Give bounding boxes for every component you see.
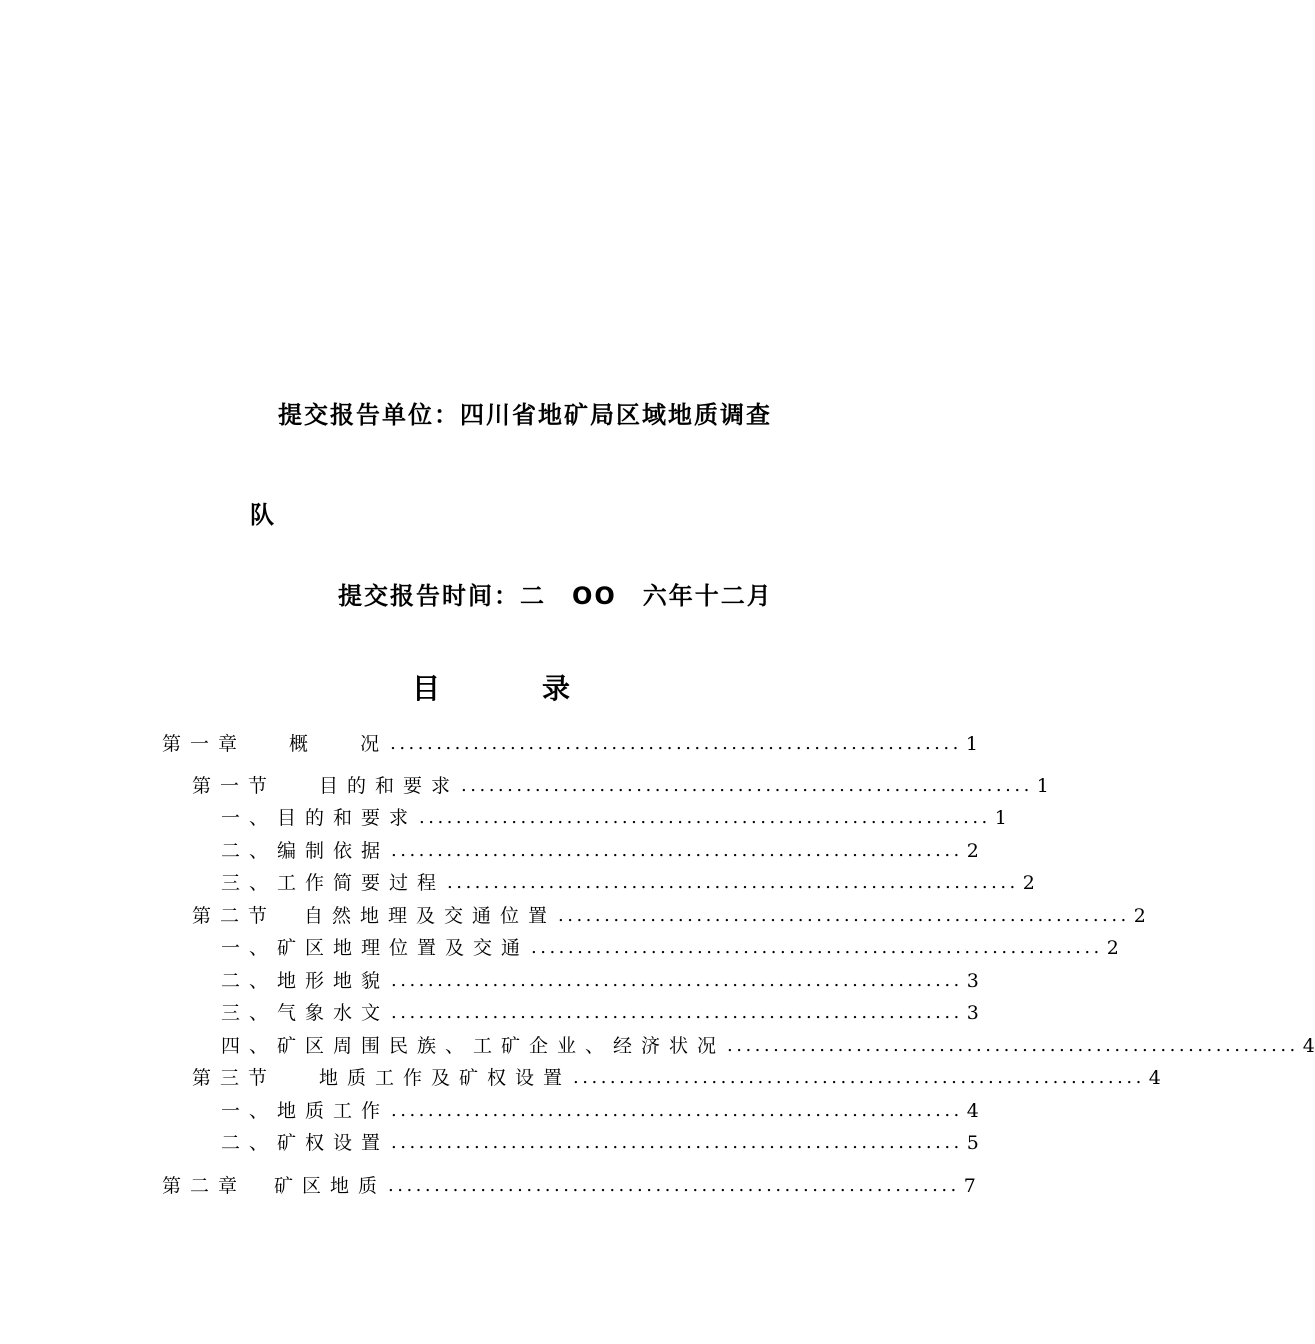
toc-entry-page: 4	[966, 1100, 979, 1122]
toc-entry-leader: ..............................................................	[573, 1067, 1145, 1088]
report-unit-continuation: 队	[250, 501, 276, 529]
toc-entry-label: 第一节 目的和要求	[192, 775, 460, 797]
toc-entry-label: 一、矿区地理位置及交通	[221, 937, 530, 959]
toc-entry[interactable]	[221, 969, 979, 993]
toc-entry-page: 4	[1302, 1035, 1315, 1057]
toc-entry-label: 四、矿区周围民族、工矿企业、经济状况	[221, 1035, 726, 1057]
toc-entry-label: 第三节 地质工作及矿权设置	[192, 1067, 572, 1089]
toc-entry-leader: ..............................................................	[388, 1175, 960, 1196]
toc-entry[interactable]	[192, 1066, 1161, 1090]
toc-entry-page: 1	[965, 733, 978, 755]
toc-entry-page: 1	[994, 807, 1007, 829]
toc-entry[interactable]	[192, 774, 1049, 798]
toc-entry-page: 2	[1133, 905, 1146, 927]
toc-entry-leader: ..............................................................	[391, 840, 963, 861]
toc-entry-leader: ..............................................................	[391, 970, 963, 991]
toc-entry-leader: ..............................................................	[419, 807, 991, 828]
toc-entry-page: 3	[966, 1002, 979, 1024]
toc-entry-label: 第一章 概 况	[162, 733, 389, 755]
toc-entry-leader: ..............................................................	[531, 937, 1103, 958]
toc-entry[interactable]	[221, 839, 979, 863]
toc-entry-label: 第二章 矿区地质	[162, 1175, 387, 1197]
toc-entry-label: 二、地形地貌	[221, 970, 390, 992]
toc-entry-page: 5	[966, 1132, 979, 1154]
toc-entry-leader: ..............................................................	[558, 905, 1130, 926]
toc-entry-page: 4	[1148, 1067, 1161, 1089]
toc-entry-leader: ..............................................................	[461, 775, 1033, 796]
toc-entry-label: 第二节 自然地理及交通位置	[192, 905, 557, 927]
toc-entry[interactable]	[221, 936, 1119, 960]
toc-entry-label: 三、气象水文	[221, 1002, 390, 1024]
toc-entry[interactable]	[221, 806, 1007, 830]
toc-entry[interactable]	[192, 904, 1146, 928]
toc-entry[interactable]	[162, 732, 978, 756]
toc-entry[interactable]	[221, 1099, 979, 1123]
toc-title-char-2: 录	[542, 672, 571, 705]
toc-entry-leader: ..............................................................	[447, 872, 1019, 893]
toc-entry-label: 一、地质工作	[221, 1100, 390, 1122]
toc-entry-label: 三、工作简要过程	[221, 872, 446, 894]
toc-entry[interactable]	[221, 1034, 1315, 1058]
toc-title-char-1: 目	[412, 672, 441, 705]
toc-entry-label: 二、矿权设置	[221, 1132, 390, 1154]
toc-entry-label: 一、目的和要求	[221, 807, 418, 829]
toc-entry-page: 3	[966, 970, 979, 992]
report-time-line: 提交报告时间：二 OO 六年十二月	[338, 582, 773, 610]
toc-entry-page: 1	[1036, 775, 1049, 797]
toc-entry-page: 2	[1022, 872, 1035, 894]
toc-title	[0, 667, 950, 707]
toc-entry[interactable]	[162, 1174, 976, 1198]
toc-entry-label: 二、编制依据	[221, 840, 390, 862]
toc-entry-leader: ..............................................................	[390, 733, 962, 754]
toc-entry-leader: ..............................................................	[391, 1100, 963, 1121]
toc-entry[interactable]	[221, 871, 1035, 895]
report-unit-line: 提交报告单位：四川省地矿局区域地质调查	[278, 401, 772, 429]
toc-entry-leader: ..............................................................	[727, 1035, 1299, 1056]
toc-entry-page: 2	[1106, 937, 1119, 959]
toc-entry-page: 7	[963, 1175, 976, 1197]
toc-entry-leader: ..............................................................	[391, 1132, 963, 1153]
toc-entry[interactable]	[221, 1131, 979, 1155]
toc-entry-leader: ..............................................................	[391, 1002, 963, 1023]
toc-entry-page: 2	[966, 840, 979, 862]
toc-entry[interactable]	[221, 1001, 979, 1025]
